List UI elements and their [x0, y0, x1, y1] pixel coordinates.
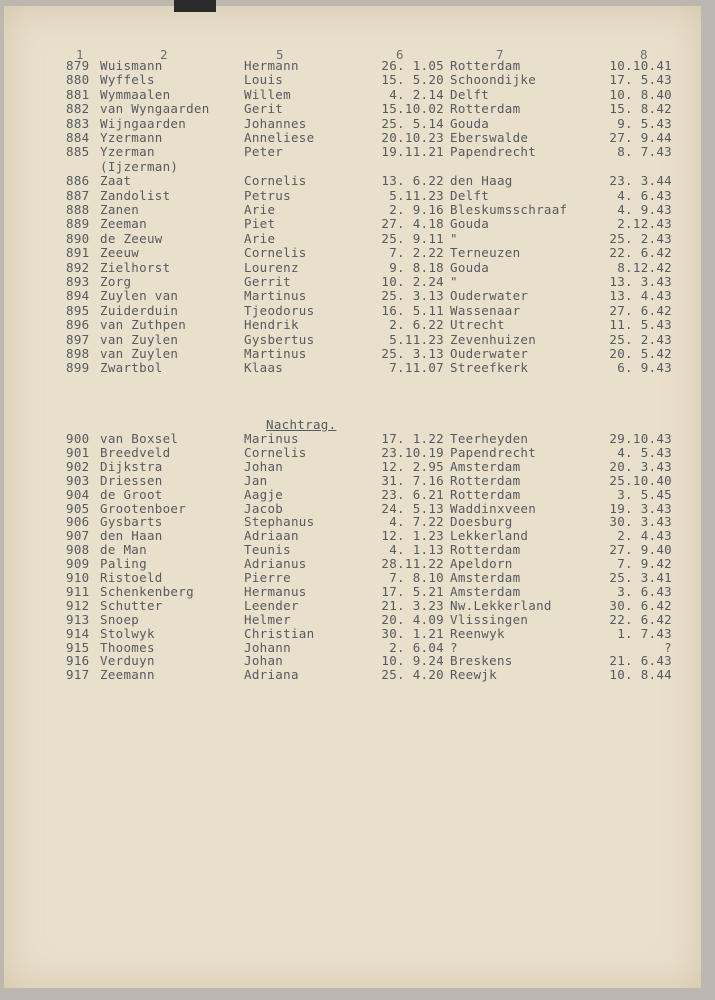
- cell-surname: Grootenboer: [100, 500, 187, 516]
- cell-birthplace: Doesburg: [450, 514, 513, 530]
- cell-surname: Yzermann: [100, 130, 163, 145]
- cell-surname: Wymmaalen: [100, 86, 171, 102]
- cell-date: 27. 6.42: [609, 302, 672, 318]
- cell-num: 880: [66, 72, 90, 88]
- cell-birthplace: Eberswalde: [450, 130, 529, 145]
- cell-birthplace: ": [450, 274, 458, 289]
- cell-birthplace: Utrecht: [450, 317, 505, 333]
- cell-birthplace: Rotterdam: [450, 101, 521, 117]
- cell-birthdate: 13. 6.22: [381, 173, 444, 189]
- cell-birthdate: 7.11.07: [389, 360, 444, 376]
- cell-given: Arie: [244, 202, 276, 217]
- cell-date: 10. 8.40: [609, 86, 672, 102]
- cell-birthdate: 2. 6.04: [389, 639, 444, 655]
- cell-surname: Dijkstra: [100, 458, 163, 474]
- cell-given: Hermann: [244, 58, 299, 73]
- column-header-7: 7: [496, 47, 504, 62]
- register-row: [4, 289, 701, 303]
- cell-given: Anneliese: [244, 130, 315, 145]
- cell-num: 900: [66, 431, 90, 446]
- register-row: [4, 275, 701, 289]
- cell-date: 19. 3.43: [609, 500, 672, 516]
- cell-birthplace: Schoondijke: [450, 72, 537, 88]
- register-row: [4, 347, 701, 361]
- cell-birthdate: 17. 5.21: [381, 583, 444, 599]
- column-header-6: 6: [396, 47, 404, 62]
- cell-birthplace: Gouda: [450, 115, 490, 131]
- cell-surname: Zeemann: [100, 667, 155, 683]
- register-row: [4, 585, 701, 599]
- column-header-8: 8: [640, 47, 648, 62]
- cell-surname: van Boxsel: [100, 431, 179, 446]
- cell-date: 17. 5.43: [609, 72, 672, 88]
- cell-birthplace: Reenwyk: [450, 625, 505, 641]
- cell-num: 884: [66, 130, 90, 145]
- cell-birthplace: Ouderwater: [450, 346, 529, 361]
- register-row: [4, 515, 701, 529]
- cell-surname: Schenkenberg: [100, 583, 194, 599]
- register-row: [4, 557, 701, 571]
- cell-date: 9. 5.43: [617, 115, 672, 131]
- cell-surname: Stolwyk: [100, 625, 155, 641]
- cell-given: Gerit: [244, 101, 284, 117]
- cell-birthplace: Rotterdam: [450, 486, 521, 502]
- cell-surname: Zuiderduin: [100, 302, 179, 318]
- cell-surname: van Wyngaarden: [100, 101, 210, 117]
- cell-given: Pierre: [244, 570, 291, 585]
- cell-date: 21. 6.43: [609, 653, 672, 669]
- cell-num: 902: [66, 458, 90, 474]
- register-row: [4, 174, 701, 188]
- cell-date: 8. 7.43: [617, 144, 672, 160]
- cell-birthplace: den Haag: [450, 173, 513, 189]
- cell-date: 13. 3.43: [609, 274, 672, 289]
- cell-num: 904: [66, 486, 90, 502]
- cell-num: 911: [66, 583, 90, 599]
- cell-given: Cornelis: [244, 245, 307, 261]
- cell-date: 30. 6.42: [609, 597, 672, 613]
- cell-date: 1. 7.43: [617, 625, 672, 641]
- cell-num: 897: [66, 331, 90, 347]
- register-row: [4, 333, 701, 347]
- cell-birthplace: Delft: [450, 86, 490, 102]
- cell-birthdate: 7. 8.10: [389, 570, 444, 585]
- register-row: [4, 160, 701, 174]
- register-row: [4, 232, 701, 246]
- cell-num: 909: [66, 556, 90, 572]
- cell-birthplace: Teerheyden: [450, 431, 529, 446]
- register-row: [4, 102, 701, 116]
- cell-birthplace: Reewjk: [450, 667, 497, 683]
- register-row: [4, 641, 701, 655]
- cell-num: 882: [66, 101, 90, 117]
- cell-birthplace: Apeldorn: [450, 556, 513, 572]
- cell-given: Peter: [244, 144, 284, 160]
- cell-birthdate: 25. 9.11: [381, 230, 444, 246]
- cell-date: 6. 9.43: [617, 360, 672, 376]
- cell-birthplace: Rotterdam: [450, 58, 521, 73]
- cell-birthdate: 27. 4.18: [381, 216, 444, 232]
- cell-num: 912: [66, 597, 90, 613]
- cell-num: 903: [66, 472, 90, 488]
- cell-birthdate: 28.11.22: [381, 556, 444, 572]
- cell-num: 905: [66, 500, 90, 516]
- cell-date: 20. 5.42: [609, 346, 672, 361]
- cell-birthplace: Gouda: [450, 216, 490, 232]
- cell-surname: van Zuylen: [100, 331, 179, 347]
- register-row: [4, 654, 701, 668]
- register-row: [4, 73, 701, 87]
- cell-birthplace: Streefkerk: [450, 360, 529, 376]
- cell-birthplace: Amsterdam: [450, 583, 521, 599]
- cell-num: 901: [66, 444, 90, 460]
- cell-num: 910: [66, 570, 90, 585]
- cell-birthplace: ?: [450, 639, 458, 655]
- cell-surname: de Man: [100, 542, 147, 558]
- register-row: [4, 446, 701, 460]
- cell-date: 2.12.43: [617, 216, 672, 232]
- cell-num: 879: [66, 58, 90, 73]
- cell-birthdate: 21. 3.23: [381, 597, 444, 613]
- cell-date: 22. 6.42: [609, 245, 672, 261]
- cell-given: Jan: [244, 472, 268, 488]
- cell-given: Helmer: [244, 611, 291, 627]
- cell-birthplace: Amsterdam: [450, 570, 521, 585]
- cell-given: Hendrik: [244, 317, 299, 333]
- cell-date: 2. 4.43: [617, 528, 672, 544]
- cell-given: Cornelis: [244, 444, 307, 460]
- cell-birthdate: 4. 1.13: [389, 542, 444, 558]
- cell-given: Gysbertus: [244, 331, 315, 347]
- cell-birthplace: Rotterdam: [450, 472, 521, 488]
- cell-date: 10. 8.44: [609, 667, 672, 683]
- cell-surname: Zorg: [100, 274, 132, 289]
- cell-given: Christian: [244, 625, 315, 641]
- cell-surname: den Haan: [100, 528, 163, 544]
- cell-num: 888: [66, 202, 90, 217]
- cell-given: Klaas: [244, 360, 284, 376]
- cell-date: 10.10.41: [609, 58, 672, 73]
- cell-num: 892: [66, 259, 90, 275]
- cell-birthdate: 4. 2.14: [389, 86, 444, 102]
- cell-given: Martinus: [244, 346, 307, 361]
- cell-birthdate: 17. 1.22: [381, 431, 444, 446]
- cell-date: 4. 5.43: [617, 444, 672, 460]
- cell-num: 881: [66, 86, 90, 102]
- register-row: [4, 599, 701, 613]
- cell-birthdate: 25. 3.13: [381, 346, 444, 361]
- cell-surname: Paling: [100, 556, 147, 572]
- register-row: [4, 189, 701, 203]
- cell-birthplace: Rotterdam: [450, 542, 521, 558]
- cell-given: Johann: [244, 639, 291, 655]
- cell-birthdate: 23.10.19: [381, 444, 444, 460]
- cell-birthdate: 7. 2.22: [389, 245, 444, 261]
- register-row: [4, 543, 701, 557]
- cell-birthplace: Breskens: [450, 653, 513, 669]
- addendum-title: Nachtrag.: [266, 417, 337, 432]
- cell-birthplace: Vlissingen: [450, 611, 529, 627]
- cell-date: 27. 9.40: [609, 542, 672, 558]
- cell-birthplace: Papendrecht: [450, 444, 537, 460]
- cell-date: 3. 6.43: [617, 583, 672, 599]
- cell-num: 907: [66, 528, 90, 544]
- cell-surname: Ristoeld: [100, 570, 163, 585]
- cell-given: Arie: [244, 230, 276, 246]
- cell-given: Cornelis: [244, 173, 307, 189]
- cell-surname: Zielhorst: [100, 259, 171, 275]
- cell-date: 25. 3.41: [609, 570, 672, 585]
- cell-num: 916: [66, 653, 90, 669]
- cell-birthplace: Nw.Lekkerland: [450, 597, 552, 613]
- cell-birthdate: 9. 8.18: [389, 259, 444, 275]
- cell-birthdate: 15. 5.20: [381, 72, 444, 88]
- cell-birthplace: ": [450, 230, 458, 246]
- cell-given: Johannes: [244, 115, 307, 131]
- cell-birthplace: Lekkerland: [450, 528, 529, 544]
- cell-num: 889: [66, 216, 90, 232]
- cell-given: Hermanus: [244, 583, 307, 599]
- cell-surname: Driessen: [100, 472, 163, 488]
- cell-num: 915: [66, 639, 90, 655]
- cell-given: Willem: [244, 86, 291, 102]
- cell-birthdate: 2. 6.22: [389, 317, 444, 333]
- cell-birthplace: Papendrecht: [450, 144, 537, 160]
- cell-surname: Thoomes: [100, 639, 155, 655]
- cell-num: 917: [66, 667, 90, 683]
- cell-date: 27. 9.44: [609, 130, 672, 145]
- cell-birthplace: Terneuzen: [450, 245, 521, 261]
- cell-given: Aagje: [244, 486, 284, 502]
- cell-given: Leender: [244, 597, 299, 613]
- cell-date: 25. 2.43: [609, 331, 672, 347]
- cell-surname: Schutter: [100, 597, 163, 613]
- cell-birthdate: 15.10.02: [381, 101, 444, 117]
- cell-date: 4. 9.43: [617, 202, 672, 217]
- cell-birthdate: 5.11.23: [389, 331, 444, 347]
- register-row: [4, 304, 701, 318]
- cell-surname: Zuylen van: [100, 288, 179, 304]
- cell-birthdate: 12. 2.95: [381, 458, 444, 474]
- cell-num: 894: [66, 288, 90, 304]
- cell-given: Tjeodorus: [244, 302, 315, 318]
- cell-num: 899: [66, 360, 90, 376]
- cell-surname: Snoep: [100, 611, 140, 627]
- cell-surname: Yzerman: [100, 144, 155, 160]
- cell-num: 896: [66, 317, 90, 333]
- cell-given: Louis: [244, 72, 284, 88]
- cell-num: 893: [66, 274, 90, 289]
- cell-surname: van Zuthpen: [100, 317, 187, 333]
- register-row: [4, 117, 701, 131]
- cell-num: 883: [66, 115, 90, 131]
- register-row: [4, 668, 701, 682]
- register-row: [4, 474, 701, 488]
- cell-date: 25. 2.43: [609, 230, 672, 246]
- cell-date: 30. 3.43: [609, 514, 672, 530]
- cell-date: 23. 3.44: [609, 173, 672, 189]
- cell-surname: de Groot: [100, 486, 163, 502]
- cell-date: 3. 5.45: [617, 486, 672, 502]
- cell-birthdate: 12. 1.23: [381, 528, 444, 544]
- cell-given: Teunis: [244, 542, 291, 558]
- register-row: [4, 131, 701, 145]
- cell-surname: Zwartbol: [100, 360, 163, 376]
- register-row: [4, 261, 701, 275]
- register-row: [4, 627, 701, 641]
- register-row: [4, 529, 701, 543]
- register-row: [4, 145, 701, 159]
- cell-birthplace: Zevenhuizen: [450, 331, 537, 347]
- cell-date: 4. 6.43: [617, 187, 672, 203]
- cell-surname: Zandolist: [100, 187, 171, 203]
- register-row: [4, 88, 701, 102]
- cell-given: Johan: [244, 653, 284, 669]
- cell-given: Stephanus: [244, 514, 315, 530]
- cell-surname: Zeeman: [100, 216, 147, 232]
- cell-birthdate: 4. 7.22: [389, 514, 444, 530]
- cell-birthdate: 2. 9.16: [389, 202, 444, 217]
- cell-surname: Wyffels: [100, 72, 155, 88]
- cell-given: Petrus: [244, 187, 291, 203]
- cell-birthplace: Gouda: [450, 259, 490, 275]
- column-header-2: 2: [160, 47, 168, 62]
- cell-surname: de Zeeuw: [100, 230, 163, 246]
- cell-birthdate: 31. 7.16: [381, 472, 444, 488]
- cell-date: 22. 6.42: [609, 611, 672, 627]
- cell-surname: Breedveld: [100, 444, 171, 460]
- cell-birthdate: 10. 2.24: [381, 274, 444, 289]
- register-row: [4, 246, 701, 260]
- cell-birthplace: Amsterdam: [450, 458, 521, 474]
- register-row: [4, 502, 701, 516]
- cell-date: 25.10.40: [609, 472, 672, 488]
- cell-birthplace: Wassenaar: [450, 302, 521, 318]
- register-row: [4, 318, 701, 332]
- cell-date: ?: [664, 639, 672, 655]
- register-row: [4, 488, 701, 502]
- cell-num: 906: [66, 514, 90, 530]
- cell-num: 886: [66, 173, 90, 189]
- cell-date: 29.10.43: [609, 431, 672, 446]
- cell-given: Johan: [244, 458, 284, 474]
- cell-birthdate: 19.11.21: [381, 144, 444, 160]
- cell-num: 914: [66, 625, 90, 641]
- cell-date: 11. 5.43: [609, 317, 672, 333]
- cell-given: Piet: [244, 216, 276, 232]
- cell-surname: Zeeuw: [100, 245, 140, 261]
- cell-birthdate: 20.10.23: [381, 130, 444, 145]
- cell-birthdate: 24. 5.13: [381, 500, 444, 516]
- cell-birthdate: 25. 3.13: [381, 288, 444, 304]
- column-header-1: 1: [76, 47, 84, 62]
- cell-given: Adriana: [244, 667, 299, 683]
- cell-date: 8.12.42: [617, 259, 672, 275]
- cell-surname: Zanen: [100, 202, 140, 217]
- cell-birthplace: Ouderwater: [450, 288, 529, 304]
- cell-birthdate: 25. 4.20: [381, 667, 444, 683]
- register-row: [4, 59, 701, 73]
- cell-birthplace: Delft: [450, 187, 490, 203]
- cell-birthplace: Bleskumsschraaf: [450, 202, 568, 217]
- cell-given: Martinus: [244, 288, 307, 304]
- cell-surname: Wuismann: [100, 58, 163, 73]
- cell-surname: (Ijzerman): [100, 158, 179, 174]
- register-row: [4, 571, 701, 585]
- register-row: [4, 460, 701, 474]
- cell-birthdate: 26. 1.05: [381, 58, 444, 73]
- cell-date: 7. 9.42: [617, 556, 672, 572]
- register-row: [4, 203, 701, 217]
- cell-given: Gerrit: [244, 274, 291, 289]
- cell-birthdate: 16. 5.11: [381, 302, 444, 318]
- cell-birthdate: 25. 5.14: [381, 115, 444, 131]
- cell-num: 890: [66, 230, 90, 246]
- cell-num: 895: [66, 302, 90, 318]
- cell-surname: Gysbarts: [100, 514, 163, 530]
- column-header-5: 5: [276, 47, 284, 62]
- cell-num: 885: [66, 144, 90, 160]
- cell-num: 887: [66, 187, 90, 203]
- register-row: [4, 217, 701, 231]
- cell-num: 898: [66, 346, 90, 361]
- cell-birthdate: 10. 9.24: [381, 653, 444, 669]
- cell-num: 913: [66, 611, 90, 627]
- cell-num: 908: [66, 542, 90, 558]
- cell-num: 891: [66, 245, 90, 261]
- cell-surname: van Zuylen: [100, 346, 179, 361]
- cell-given: Adriaan: [244, 528, 299, 544]
- cell-birthdate: 30. 1.21: [381, 625, 444, 641]
- register-row: [4, 432, 701, 446]
- cell-given: Marinus: [244, 431, 299, 446]
- cell-birthdate: 23. 6.21: [381, 486, 444, 502]
- cell-date: 15. 8.42: [609, 101, 672, 117]
- cell-date: 13. 4.43: [609, 288, 672, 304]
- cell-given: Jacob: [244, 500, 284, 516]
- cell-date: 20. 3.43: [609, 458, 672, 474]
- cell-birthplace: Waddinxveen: [450, 500, 537, 516]
- cell-birthdate: 20. 4.09: [381, 611, 444, 627]
- document-page: [4, 6, 701, 988]
- register-row: [4, 361, 701, 375]
- cell-birthdate: 5.11.23: [389, 187, 444, 203]
- cell-surname: Zaat: [100, 173, 132, 189]
- cell-given: Adrianus: [244, 556, 307, 572]
- register-row: [4, 613, 701, 627]
- cell-given: Lourenz: [244, 259, 299, 275]
- cell-surname: Verduyn: [100, 653, 155, 669]
- cell-surname: Wijngaarden: [100, 115, 187, 131]
